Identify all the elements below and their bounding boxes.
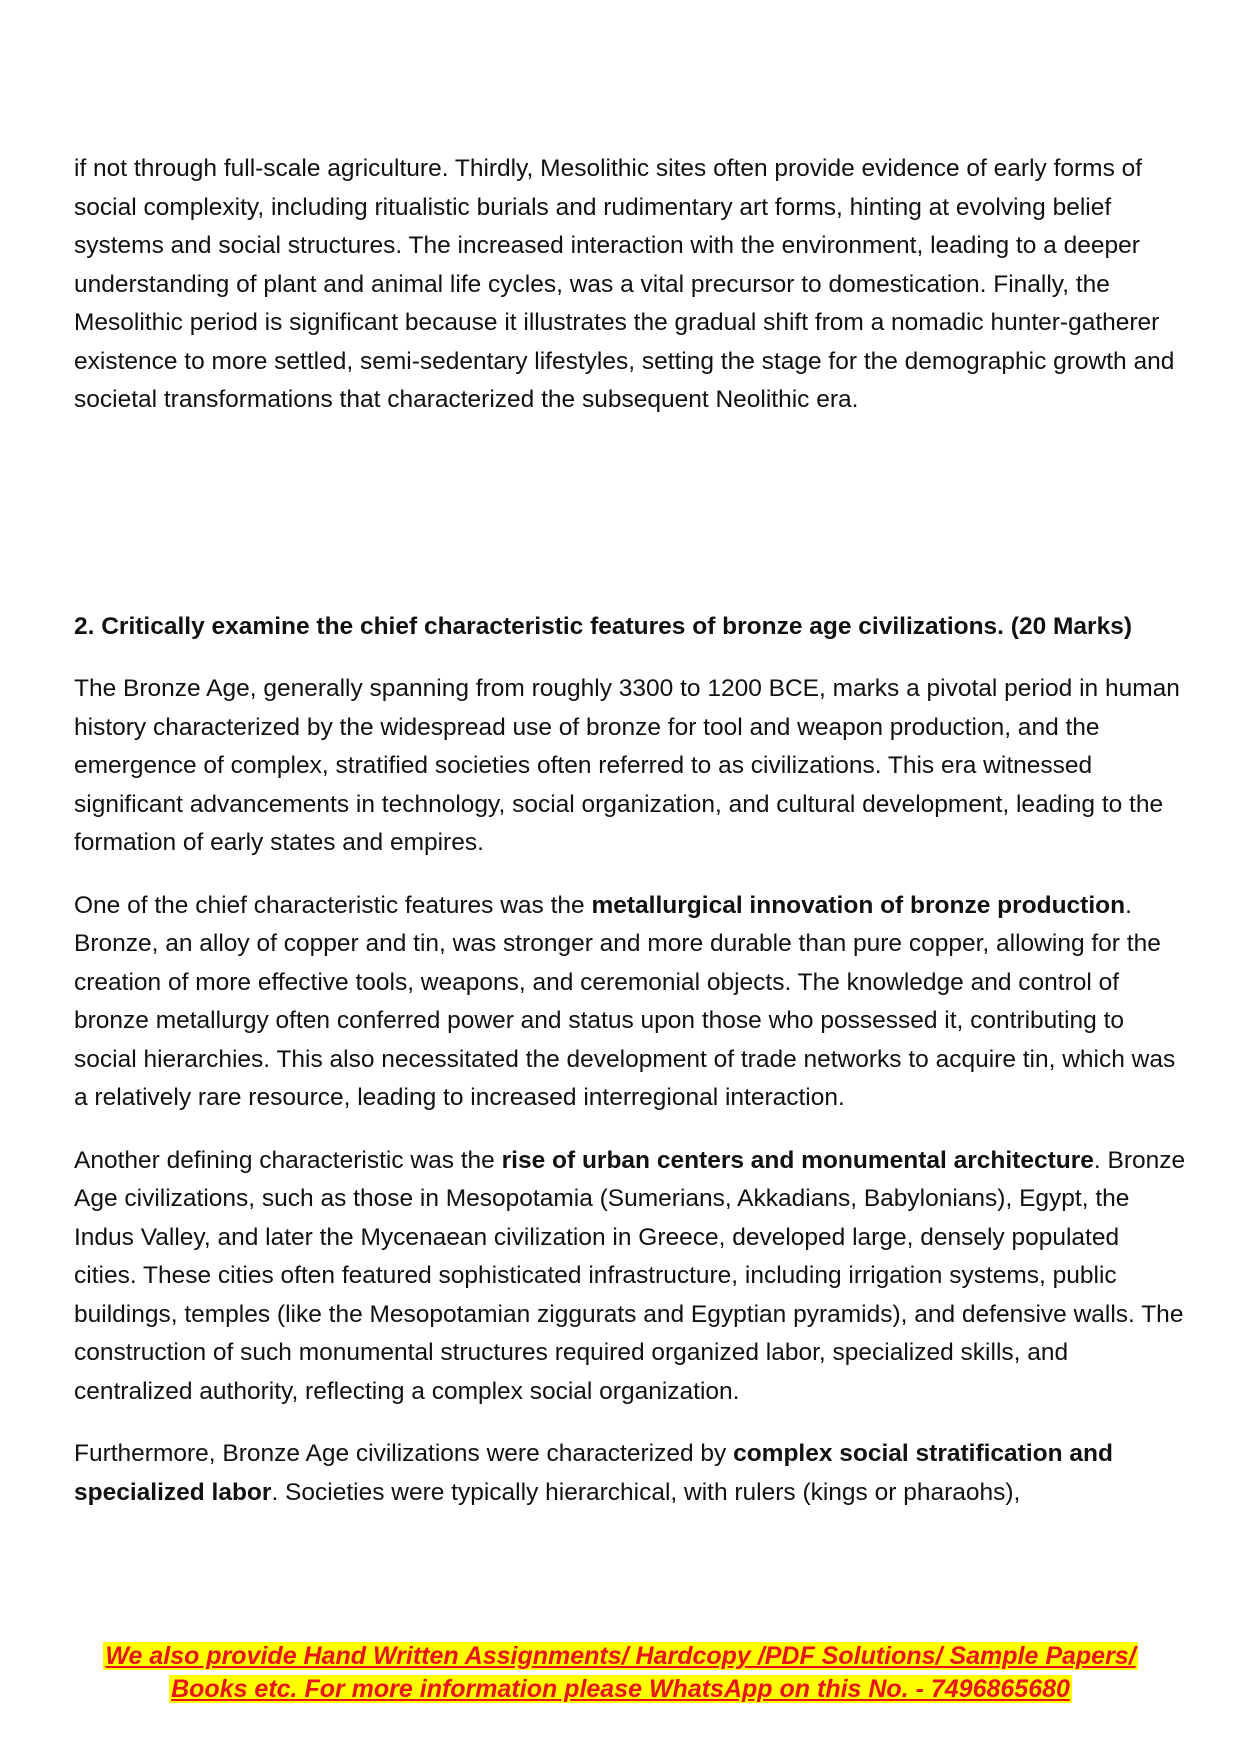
promo-footer xyxy=(0,1640,1241,1706)
answer-paragraph-3 xyxy=(74,1142,1186,1412)
answer-paragraph-4-lead: Furthermore, Bronze Age civilizations were characterized by xyxy=(74,1440,734,1467)
promo-footer-line-2: Books etc. For more information please WhatsApp on this No. - 7496865680 xyxy=(171,1675,1070,1703)
intro-paragraph: if not through full-scale agriculture. Thirdly, Mesolithic sites often provide evidence of early forms of social complexity, including ritualistic burials and rudimentary art forms, hinting at evolving belief systems and social structures. The increased interaction with the environment, leading to a deeper understanding of plant and animal life cycles, was a vital precursor to domestication. Finally, the Mesolithic period is significant because it illustrates the gradual shift from a nomadic hunter-gatherer existence to more settled, semi-sedentary lifestyles, setting the stage for the demographic growth and societal transformations that characterized the subsequent Neolithic era. xyxy=(74,155,1175,413)
answer-paragraph-4-keyphrase: complex social stratification and specialized labor xyxy=(74,1440,1113,1506)
answer-paragraph-3-keyphrase: rise of urban centers and monumental architecture xyxy=(501,1146,1094,1174)
question-heading: 2. Critically examine the chief characteristic features of bronze age civilizations. (20 Marks) xyxy=(74,613,1132,640)
intro-section xyxy=(74,150,1186,420)
answer-paragraph-2 xyxy=(74,887,1186,1118)
answer-paragraph-2-lead: One of the chief characteristic features was the xyxy=(74,891,592,919)
answer-paragraph-2-keyphrase: metallurgical innovation of bronze production xyxy=(591,891,1126,919)
answer-paragraph-2-body: . Bronze, an alloy of copper and tin, was stronger and more durable than pure copper, allowing for the creation of more effective tools, weapons, and ceremonial objects. The knowledge and control of bronze metallurgy often conferred power and status upon those who possessed it, contributing to social hierarchies. This also necessitated the development of trade networks to acquire tin, which was a relatively rare resource, leading to increased interregional interaction. xyxy=(74,891,1176,1111)
answer-paragraph-4 xyxy=(74,1435,1186,1512)
answer-section xyxy=(74,670,1186,1536)
answer-paragraph-4-body: . Societies were typically hierarchical, with rulers (kings or pharaohs), xyxy=(271,1478,1021,1506)
answer-paragraph-3-body: . Bronze Age civilizations, such as those in Mesopotamia (Sumerians, Akkadians, Babylonians), Egypt, the Indus Valley, and later the Mycenaean civilization in Greece, developed large, densely populated cities. These cities often featured sophisticated infrastructure, including irrigation systems, public buildings, temples (like the Mesopotamian ziggurats and Egyptian pyramids), and defensive walls. The construction of such monumental structures required organized labor, specialized skills, and centralized authority, reflecting a complex social organization. xyxy=(74,1146,1186,1405)
promo-footer-line-1: We also provide Hand Written Assignments/ Hardcopy /PDF Solutions/ Sample Papers/ xyxy=(105,1642,1136,1670)
answer-paragraph-3-lead: Another defining characteristic was the xyxy=(74,1146,502,1174)
answer-paragraph-1: The Bronze Age, generally spanning from roughly 3300 to 1200 BCE, marks a pivotal period in human history characterized by the widespread use of bronze for tool and weapon production, and the emergence of complex, stratified societies often referred to as civilizations. This era witnessed significant advancements in technology, social organization, and cultural development, leading to the formation of early states and empires. xyxy=(74,675,1180,856)
